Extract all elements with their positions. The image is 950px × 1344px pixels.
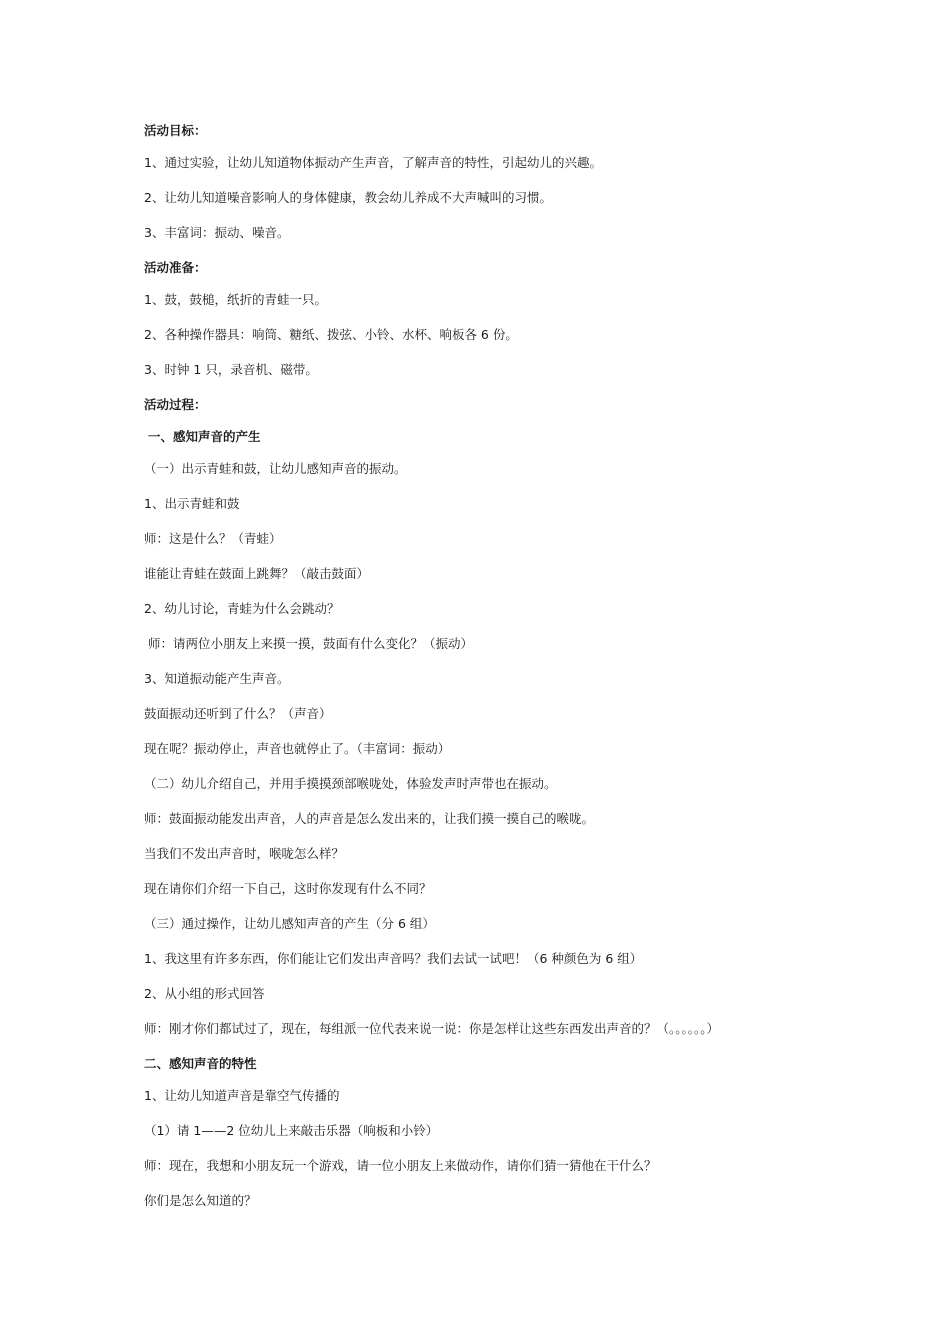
paragraph-line: 1、出示青蛙和鼓 — [144, 496, 240, 511]
paragraph-line: 2、各种操作器具：响筒、糖纸、拨弦、小铃、水杯、响板各 6 份。 — [144, 327, 518, 342]
paragraph-line: 1、我这里有许多东西，你们能让它们发出声音吗？我们去试一试吧！（6 种颜色为 6 组） — [144, 951, 643, 966]
paragraph-line: 1、让幼儿知道声音是靠空气传播的 — [144, 1088, 340, 1103]
paragraph-line: 当我们不发出声音时，喉咙怎么样？ — [144, 846, 345, 861]
paragraph-line: 2、让幼儿知道噪音影响人的身体健康，教会幼儿养成不大声喊叫的习惯。 — [144, 190, 552, 205]
paragraph-line: （三）通过操作，让幼儿感知声音的产生（分 6 组） — [144, 916, 435, 931]
paragraph-line: 师：鼓面振动能发出声音，人的声音是怎么发出来的，让我们摸一摸自己的喉咙。 — [144, 811, 595, 826]
paragraph-line: 师：这是什么？（青蛙） — [144, 531, 282, 546]
paragraph-line: 2、幼儿讨论，青蛙为什么会跳动？ — [144, 601, 340, 616]
section-heading: 一、感知声音的产生 — [148, 429, 261, 444]
paragraph-line: 现在请你们介绍一下自己，这时你发现有什么不同？ — [144, 881, 432, 896]
paragraph-line: （二）幼儿介绍自己，并用手摸摸颈部喉咙处，体验发声时声带也在振动。 — [144, 776, 557, 791]
paragraph-line: 现在呢？振动停止，声音也就停止了。（丰富词：振动） — [144, 741, 451, 756]
paragraph-line: 师：请两位小朋友上来摸一摸，鼓面有什么变化？（振动） — [148, 636, 474, 651]
paragraph-line: （一）出示青蛙和鼓，让幼儿感知声音的振动。 — [144, 461, 407, 476]
paragraph-line: 3、知道振动能产生声音。 — [144, 671, 290, 686]
section-heading: 活动过程： — [144, 397, 207, 412]
paragraph-line: 3、丰富词：振动、噪音。 — [144, 225, 290, 240]
paragraph-line: 师：现在，我想和小朋友玩一个游戏，请一位小朋友上来做动作，请你们猜一猜他在干什么？ — [144, 1158, 657, 1173]
section-heading: 二、感知声音的特性 — [144, 1056, 257, 1071]
document-body — [144, 122, 834, 1227]
paragraph-line: 2、从小组的形式回答 — [144, 986, 265, 1001]
paragraph-line: 师：刚才你们都试过了，现在，每组派一位代表来说一说：你是怎样让这些东西发出声音的？（。。。。。。） — [144, 1021, 720, 1036]
paragraph-line: 1、通过实验，让幼儿知道物体振动产生声音，了解声音的特性，引起幼儿的兴趣。 — [144, 155, 602, 170]
paragraph-line: 1、鼓，鼓槌，纸折的青蛙一只。 — [144, 292, 327, 307]
paragraph-line: 你们是怎么知道的？ — [144, 1193, 257, 1208]
section-heading: 活动准备： — [144, 260, 207, 275]
paragraph-line: 鼓面振动还听到了什么？（声音） — [144, 706, 332, 721]
paragraph-line: 谁能让青蛙在鼓面上跳舞？（敲击鼓面） — [144, 566, 370, 581]
paragraph-line: （1）请 1——2 位幼儿上来敲击乐器（响板和小铃） — [144, 1123, 439, 1138]
paragraph-line: 3、时钟 1 只，录音机、磁带。 — [144, 362, 318, 377]
section-heading: 活动目标： — [144, 123, 207, 138]
